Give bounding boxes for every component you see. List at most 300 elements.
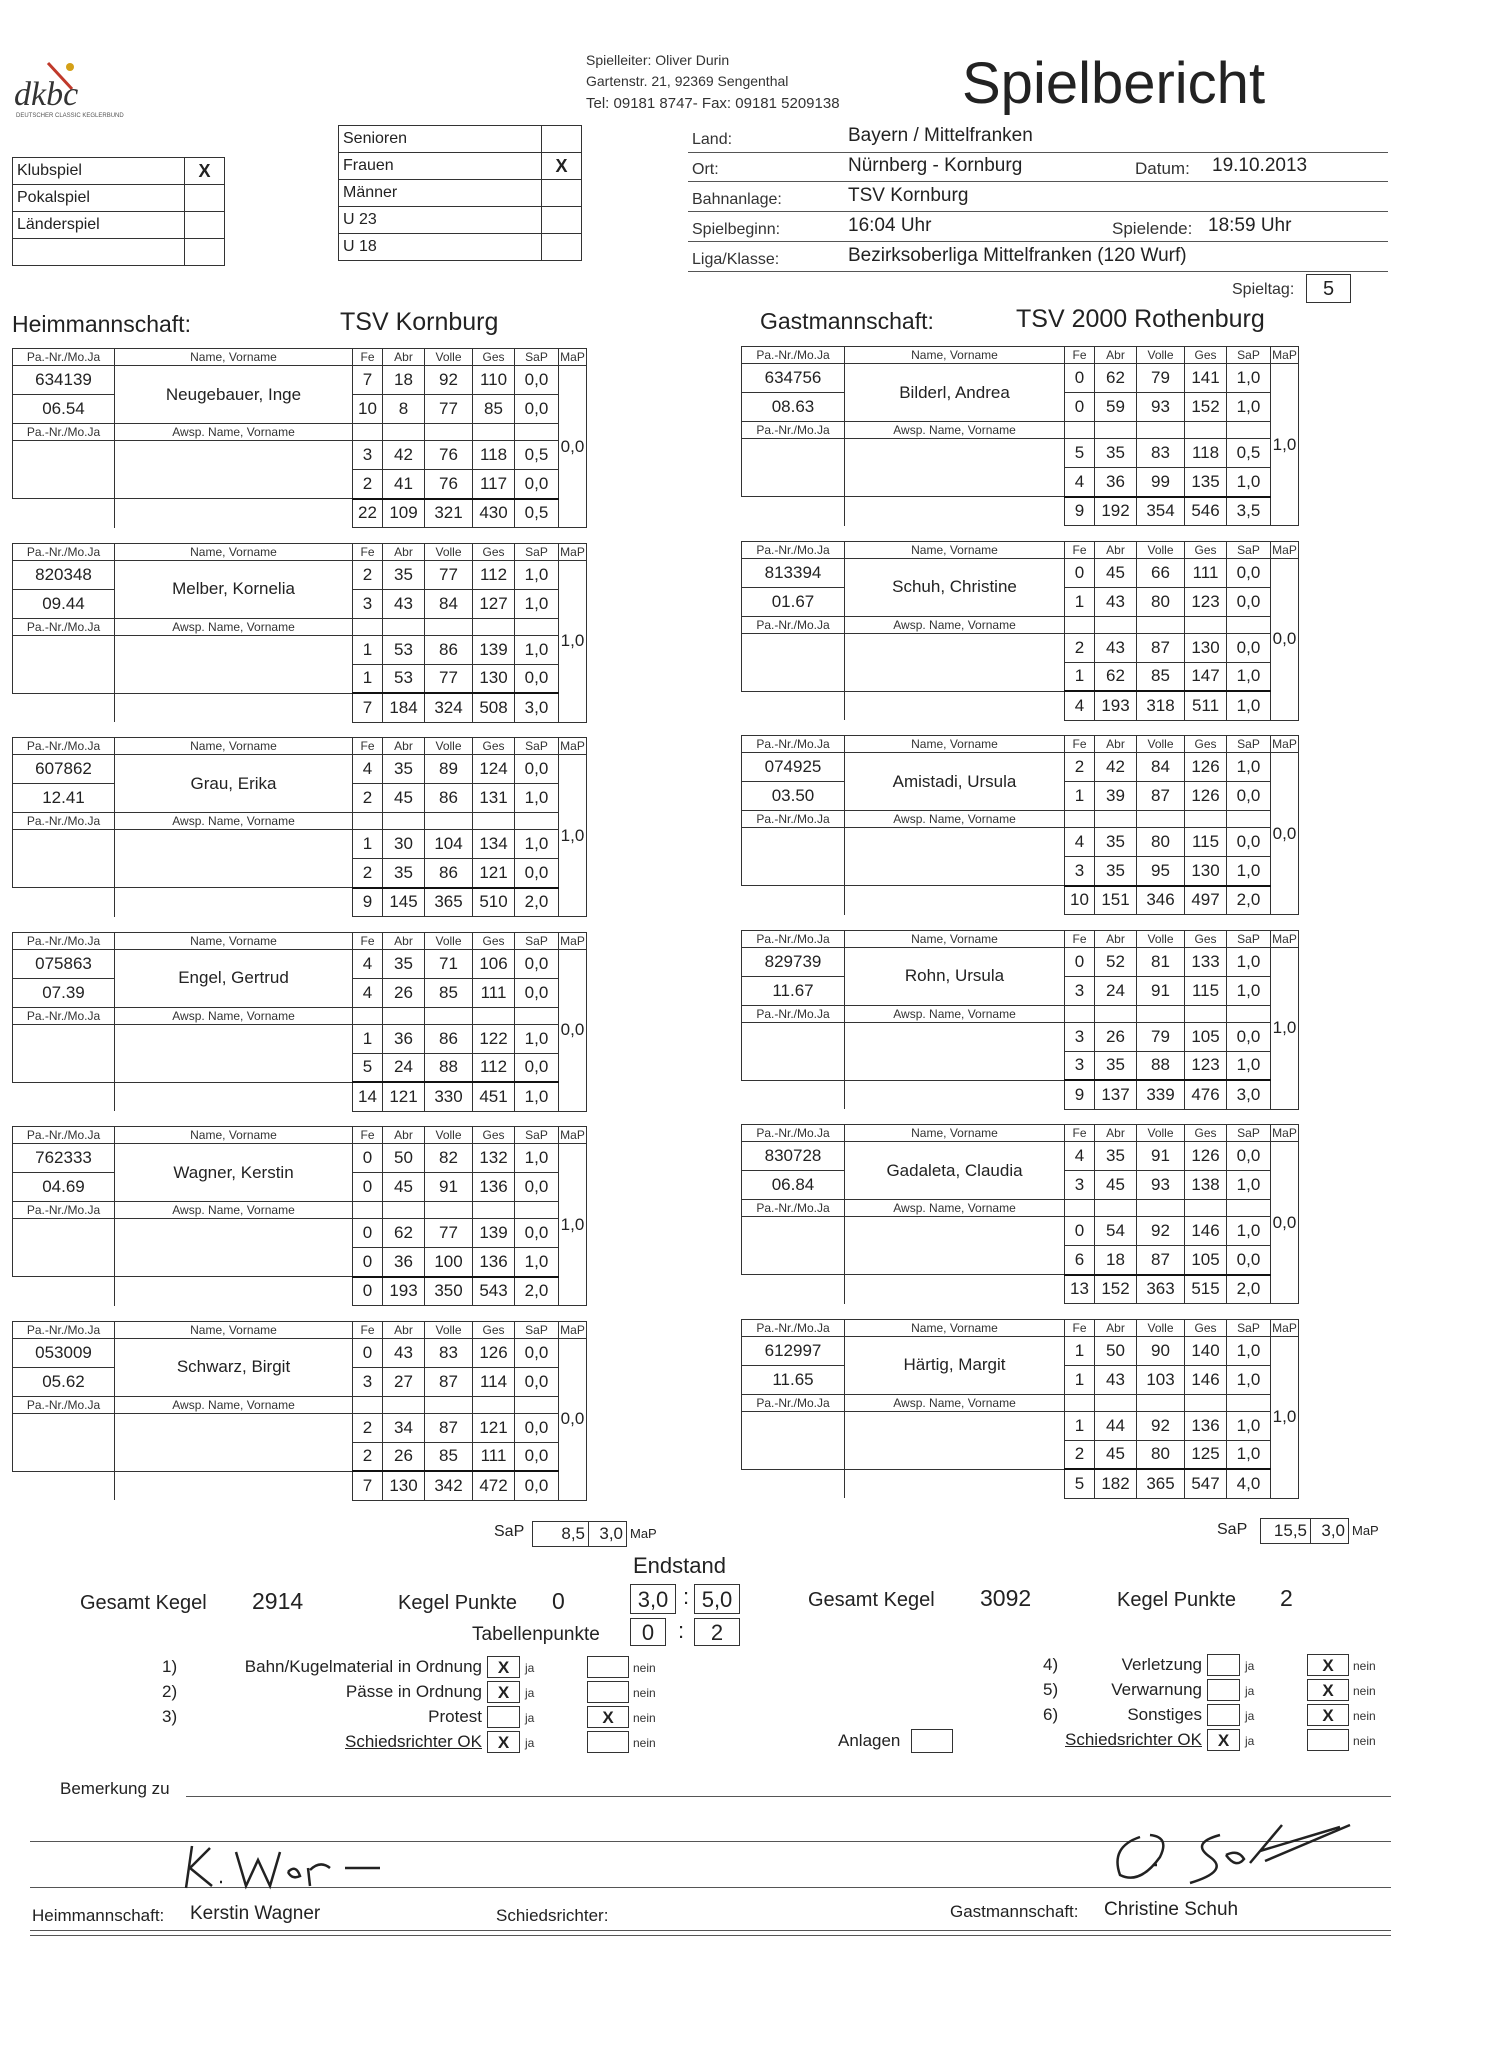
total-cell: 3,0 [515,693,559,722]
logo-graphic [12,55,124,125]
score-cell: 133 [1185,947,1227,976]
score-cell: 1 [1065,1336,1095,1365]
score-cell: 77 [425,1219,473,1248]
score-cell: 93 [1137,1171,1185,1200]
col-header-pnr: Pa.-Nr./Mo.Ja [13,618,115,635]
score-cell: 3 [353,589,383,618]
score-cell: 0,0 [1227,1022,1271,1051]
score-cell: 105 [1185,1246,1227,1275]
player-name: Wagner, Kerstin [115,1144,353,1202]
player-id: 813394 [742,558,845,587]
score-cell: 36 [383,1248,425,1277]
score-cell: 76 [425,441,473,470]
total-cell: 346 [1137,886,1185,915]
check-label: Protest [428,1707,482,1726]
score-cell: 4 [353,978,383,1007]
player-birth: 03.50 [742,782,845,811]
score-cell: 1,0 [1227,468,1271,497]
total-cell: 318 [1137,691,1185,720]
col-header-fe: Fe [1065,1319,1095,1336]
col-header-volle: Volle [1137,347,1185,364]
player-name: Melber, Kornelia [115,560,353,618]
col-header-sap: SaP [1227,1125,1271,1142]
score-cell: 4 [1065,828,1095,857]
score-cell: 0,0 [515,395,559,424]
total-cell: 184 [383,693,425,722]
land-value: Bayern / Mittelfranken [848,125,1033,146]
score-cell: 1,0 [515,589,559,618]
player-birth: 12.41 [13,784,115,813]
col-header-pnr: Pa.-Nr./Mo.Ja [13,543,115,560]
score-cell: 111 [473,978,515,1007]
col-header-pnr: Pa.-Nr./Mo.Ja [742,930,845,947]
home-gesamt-label: Gesamt Kegel [80,1592,207,1614]
player-birth: 09.44 [13,589,115,618]
score-cell: 1 [353,1024,383,1053]
guest-player-block [741,930,1299,1110]
score-cell: 0 [353,1219,383,1248]
score-cell: 0 [1065,1217,1095,1246]
player-id: 634139 [13,366,115,395]
player-map: 0,0 [1271,1142,1299,1304]
col-header-pnr: Pa.-Nr./Mo.Ja [742,347,845,364]
total-cell: 14 [353,1082,383,1111]
score-cell: 0 [1065,947,1095,976]
guest-player-block [741,346,1299,526]
col-header-pnr: Pa.-Nr./Mo.Ja [13,1007,115,1024]
score-cell: 0,0 [1227,1142,1271,1171]
player-id: 830728 [742,1142,845,1171]
score-cell: 0,0 [515,859,559,888]
score-cell: 130 [1185,633,1227,662]
check-number: 3) [162,1707,178,1726]
nein-checkbox[interactable]: X [587,1706,629,1728]
home-sap-total: 8,5 [533,1522,589,1547]
score-cell: 2 [353,859,383,888]
anlagen-box [911,1729,953,1753]
score-cell: 1,0 [1227,393,1271,422]
category-label: Senioren [339,126,542,153]
nein-label: nein [633,1711,656,1725]
score-cell: 123 [1185,587,1227,616]
col-header-pnr: Pa.-Nr./Mo.Ja [742,736,845,753]
score-cell: 18 [383,366,425,395]
home-player-block [12,737,587,917]
player-birth: 08.63 [742,393,845,422]
player-id: 820348 [13,560,115,589]
total-cell: 365 [1137,1469,1185,1498]
score-cell: 134 [473,830,515,859]
score-cell: 30 [383,830,425,859]
total-cell: 324 [425,693,473,722]
score-cell: 1,0 [515,635,559,664]
score-cell: 18 [1095,1246,1137,1275]
score-cell: 7 [353,366,383,395]
col-header-pnr: Pa.-Nr./Mo.Ja [13,1321,115,1338]
nein-checkbox[interactable]: X [1307,1704,1349,1726]
player-birth: 07.39 [13,978,115,1007]
nein-label: nein [633,1686,656,1700]
col-header-ges: Ges [1185,1319,1227,1336]
col-header-abr: Abr [1095,1125,1137,1142]
ja-checkbox[interactable]: X [487,1681,520,1703]
col-header-volle: Volle [1137,1319,1185,1336]
score-cell: 93 [1137,393,1185,422]
total-cell: 7 [353,693,383,722]
guest-kp-label: Kegel Punkte [1117,1589,1236,1611]
score-cell: 122 [473,1024,515,1053]
col-header-ges: Ges [473,932,515,949]
col-header-fe: Fe [353,932,383,949]
score-cell: 126 [1185,1142,1227,1171]
anlagen-label: Anlagen [838,1731,901,1750]
check-label: Verletzung [1121,1655,1202,1674]
score-cell: 2 [1065,633,1095,662]
score-cell: 3 [1065,857,1095,886]
score-cell: 0,0 [515,949,559,978]
player-id: 612997 [742,1336,845,1365]
col-header-volle: Volle [425,543,473,560]
score-cell: 0,0 [515,1413,559,1442]
col-header-abr: Abr [383,932,425,949]
total-cell: 354 [1137,497,1185,526]
score-cell: 3 [1065,1171,1095,1200]
col-header-ges: Ges [473,349,515,366]
player-id: 762333 [13,1144,115,1173]
total-cell: 151 [1095,886,1137,915]
score-cell: 147 [1185,662,1227,691]
score-cell: 111 [1185,558,1227,587]
col-header-fe: Fe [353,1321,383,1338]
score-cell: 2 [1065,753,1095,782]
score-cell: 121 [473,859,515,888]
score-cell: 42 [1095,753,1137,782]
score-cell: 117 [473,470,515,499]
total-cell: 350 [425,1277,473,1306]
player-map: 0,0 [559,366,587,528]
score-cell: 139 [473,635,515,664]
ja-label: ja [1245,1709,1255,1723]
score-cell: 80 [1137,828,1185,857]
score-cell: 1,0 [1227,1365,1271,1394]
home-team-name: TSV Kornburg [340,308,499,336]
total-cell: 342 [425,1471,473,1500]
score-cell: 35 [383,560,425,589]
score-cell: 1,0 [1227,857,1271,886]
col-header-sap: SaP [1227,541,1271,558]
total-cell: 9 [353,888,383,917]
score-cell: 2 [353,470,383,499]
ja-checkbox[interactable] [1207,1704,1240,1726]
player-birth: 11.67 [742,976,845,1005]
score-cell: 1,0 [515,1248,559,1277]
ort-value: Nürnberg - Kornburg [848,155,1023,176]
ja-checkbox[interactable] [487,1706,520,1728]
player-name: Schuh, Christine [845,558,1065,616]
score-cell: 53 [383,635,425,664]
total-cell: 7 [353,1471,383,1500]
score-cell: 106 [473,949,515,978]
col-header-map: MaP [1272,931,1297,946]
nein-checkbox[interactable] [587,1656,629,1678]
score-cell: 2 [1065,1440,1095,1469]
ja-checkbox[interactable]: X [1207,1729,1240,1751]
land-label: Land: [692,131,733,148]
guest-player-block [741,1124,1299,1304]
col-header-name: Name, Vorname [115,349,353,366]
col-header-map: MaP [1272,737,1297,751]
ja-label: ja [525,1736,535,1750]
score-cell: 1 [1065,587,1095,616]
datum-label: Datum: [1135,159,1190,178]
score-cell: 82 [425,1144,473,1173]
score-cell: 39 [1095,782,1137,811]
score-colon: : [683,1584,690,1609]
score-cell: 1,0 [1227,1217,1271,1246]
col-header-ges: Ges [473,1127,515,1144]
score-cell: 1,0 [1227,662,1271,691]
score-cell: 111 [473,1442,515,1471]
col-header-awsp: Awsp. Name, Vorname [115,424,353,441]
col-header-pnr: Pa.-Nr./Mo.Ja [13,932,115,949]
total-cell: 2,0 [515,888,559,917]
score-cell: 146 [1185,1365,1227,1394]
score-cell: 87 [425,1413,473,1442]
col-header-pnr: Pa.-Nr./Mo.Ja [742,811,845,828]
page-title: Spielbericht [962,51,1266,116]
score-cell: 45 [1095,1171,1137,1200]
liga-value: Bezirksoberliga Mittelfranken (120 Wurf) [848,245,1187,266]
col-header-awsp: Awsp. Name, Vorname [845,422,1065,439]
player-name: Amistadi, Ursula [845,753,1065,811]
nein-checkbox[interactable] [587,1731,629,1753]
score-cell: 86 [425,635,473,664]
col-header-awsp: Awsp. Name, Vorname [115,1396,353,1413]
score-cell: 91 [1137,1142,1185,1171]
col-header-awsp: Awsp. Name, Vorname [115,1202,353,1219]
home-sums-table [532,1521,627,1547]
footer-home-name: Kerstin Wagner [190,1903,321,1924]
category-table [338,125,582,261]
total-cell: 0 [353,1277,383,1306]
col-header-pnr: Pa.-Nr./Mo.Ja [13,1396,115,1413]
logo-subtitle: DEUTSCHER CLASSIC KEGLERBUND [16,113,124,119]
score-cell: 43 [383,589,425,618]
ja-label: ja [1245,1684,1255,1698]
col-header-pnr: Pa.-Nr./Mo.Ja [13,813,115,830]
score-cell: 1,0 [1227,1051,1271,1080]
col-header-map: MaP [560,933,585,948]
col-header-map: MaP [560,544,585,559]
score-cell: 50 [383,1144,425,1173]
score-cell: 4 [353,755,383,784]
score-cell: 99 [1137,468,1185,497]
score-cell: 0,0 [515,1338,559,1367]
score-cell: 35 [1095,828,1137,857]
score-cell: 53 [383,664,425,693]
spieltag-label: Spieltag: [1232,281,1295,298]
score-cell: 3 [353,1367,383,1396]
home-tabellenpunkte: 0 [630,1618,666,1646]
score-cell: 0 [353,1248,383,1277]
footer-guest-label: Gastmannschaft: [950,1902,1079,1921]
score-cell: 42 [383,441,425,470]
ende-label: Spielende: [1112,219,1193,238]
score-cell: 87 [425,1367,473,1396]
player-id: 829739 [742,947,845,976]
score-cell: 146 [1185,1217,1227,1246]
ja-checkbox[interactable]: X [487,1731,520,1753]
col-header-sap: SaP [515,543,559,560]
home-map-label: MaP [630,1526,657,1541]
score-cell: 115 [1185,976,1227,1005]
col-header-volle: Volle [425,349,473,366]
score-cell: 91 [425,1173,473,1202]
score-cell: 87 [1137,782,1185,811]
col-header-abr: Abr [1095,930,1137,947]
total-cell: 192 [1095,497,1137,526]
total-cell: 4,0 [1227,1469,1271,1498]
col-header-map: MaP [560,1128,585,1142]
score-cell: 0,0 [515,1173,559,1202]
ja-label: ja [1245,1734,1255,1748]
score-cell: 95 [1137,857,1185,886]
score-cell: 86 [425,859,473,888]
col-header-ges: Ges [473,543,515,560]
score-cell: 0,0 [515,755,559,784]
col-header-volle: Volle [425,1321,473,1338]
score-cell: 135 [1185,468,1227,497]
score-cell: 45 [383,784,425,813]
score-cell: 0,5 [515,441,559,470]
nein-checkbox[interactable] [587,1681,629,1703]
col-header-fe: Fe [1065,930,1095,947]
score-cell: 123 [1185,1051,1227,1080]
col-header-fe: Fe [1065,541,1095,558]
col-header-fe: Fe [353,1127,383,1144]
total-cell: 193 [383,1277,425,1306]
col-header-abr: Abr [1095,347,1137,364]
col-header-pnr: Pa.-Nr./Mo.Ja [13,349,115,366]
total-cell: 5 [1065,1469,1095,1498]
score-cell: 2 [353,784,383,813]
col-header-volle: Volle [1137,930,1185,947]
player-id: 075863 [13,949,115,978]
score-cell: 90 [1137,1336,1185,1365]
col-header-pnr: Pa.-Nr./Mo.Ja [742,422,845,439]
matchtype-mark [185,239,225,266]
score-cell: 89 [425,755,473,784]
score-cell: 35 [383,949,425,978]
col-header-map: MaP [560,350,585,364]
total-cell: 508 [473,693,515,722]
score-cell: 0,5 [1227,439,1271,468]
col-header-awsp: Awsp. Name, Vorname [115,1007,353,1024]
ja-label: ja [525,1711,535,1725]
score-cell: 35 [1095,857,1137,886]
check-label: Sonstiges [1127,1705,1202,1724]
category-mark [542,180,582,207]
col-header-map: MaP [1272,542,1297,557]
beginn-value: 16:04 Uhr [848,215,932,236]
col-header-awsp: Awsp. Name, Vorname [845,1005,1065,1022]
ja-label: ja [525,1686,535,1700]
total-cell: 510 [473,888,515,917]
ja-checkbox[interactable] [1207,1679,1240,1701]
score-cell: 41 [383,470,425,499]
score-cell: 35 [383,859,425,888]
score-cell: 132 [473,1144,515,1173]
score-cell: 126 [1185,782,1227,811]
score-cell: 140 [1185,1336,1227,1365]
score-cell: 27 [383,1367,425,1396]
ja-checkbox[interactable] [1207,1654,1240,1676]
check-number: 4) [1043,1655,1059,1674]
score-cell: 103 [1137,1365,1185,1394]
score-cell: 1,0 [1227,947,1271,976]
total-cell: 543 [473,1277,515,1306]
nein-label: nein [1353,1709,1376,1723]
guest-sap-total: 15,5 [1261,1519,1311,1544]
score-cell: 85 [425,978,473,1007]
col-header-volle: Volle [425,1127,473,1144]
ja-checkbox[interactable]: X [487,1656,520,1678]
player-name: Bilderl, Andrea [845,364,1065,422]
dkbc-logo [12,55,124,125]
player-birth: 06.54 [13,395,115,424]
col-header-name: Name, Vorname [845,736,1065,753]
player-map: 1,0 [559,755,587,917]
score-cell: 35 [1095,439,1137,468]
score-cell: 0 [353,1144,383,1173]
endstand-label: Endstand [633,1553,726,1578]
score-cell: 141 [1185,364,1227,393]
player-name: Rohn, Ursula [845,947,1065,1005]
nein-checkbox[interactable]: X [1307,1654,1349,1676]
col-header-pnr: Pa.-Nr./Mo.Ja [742,1125,845,1142]
col-header-pnr: Pa.-Nr./Mo.Ja [13,738,115,755]
total-cell: 476 [1185,1080,1227,1109]
score-cell: 62 [1095,662,1137,691]
nein-checkbox[interactable]: X [1307,1679,1349,1701]
col-header-abr: Abr [383,349,425,366]
home-label: Heimmannschaft: [12,311,191,337]
total-cell: 546 [1185,497,1227,526]
score-cell: 4 [353,949,383,978]
check-label: Schiedsrichter OK [345,1732,482,1751]
ja-label: ja [525,1661,535,1675]
score-cell: 77 [425,560,473,589]
footer-guest-name: Christine Schuh [1104,1899,1239,1920]
col-header-name: Name, Vorname [845,930,1065,947]
col-header-fe: Fe [353,349,383,366]
score-cell: 45 [383,1173,425,1202]
guest-map-total: 3,0 [1311,1519,1349,1544]
score-cell: 1 [1065,1365,1095,1394]
bahn-label: Bahnanlage: [692,191,782,208]
score-cell: 3 [1065,1051,1095,1080]
nein-checkbox[interactable] [1307,1729,1349,1751]
category-label: U 23 [339,207,542,234]
col-header-fe: Fe [1065,736,1095,753]
score-cell: 1 [353,830,383,859]
score-cell: 5 [1065,439,1095,468]
player-map: 0,0 [559,1338,587,1500]
total-cell: 2,0 [515,1277,559,1306]
check-number: 2) [162,1682,178,1701]
score-cell: 0 [1065,393,1095,422]
guest-sums-table [1260,1518,1349,1544]
